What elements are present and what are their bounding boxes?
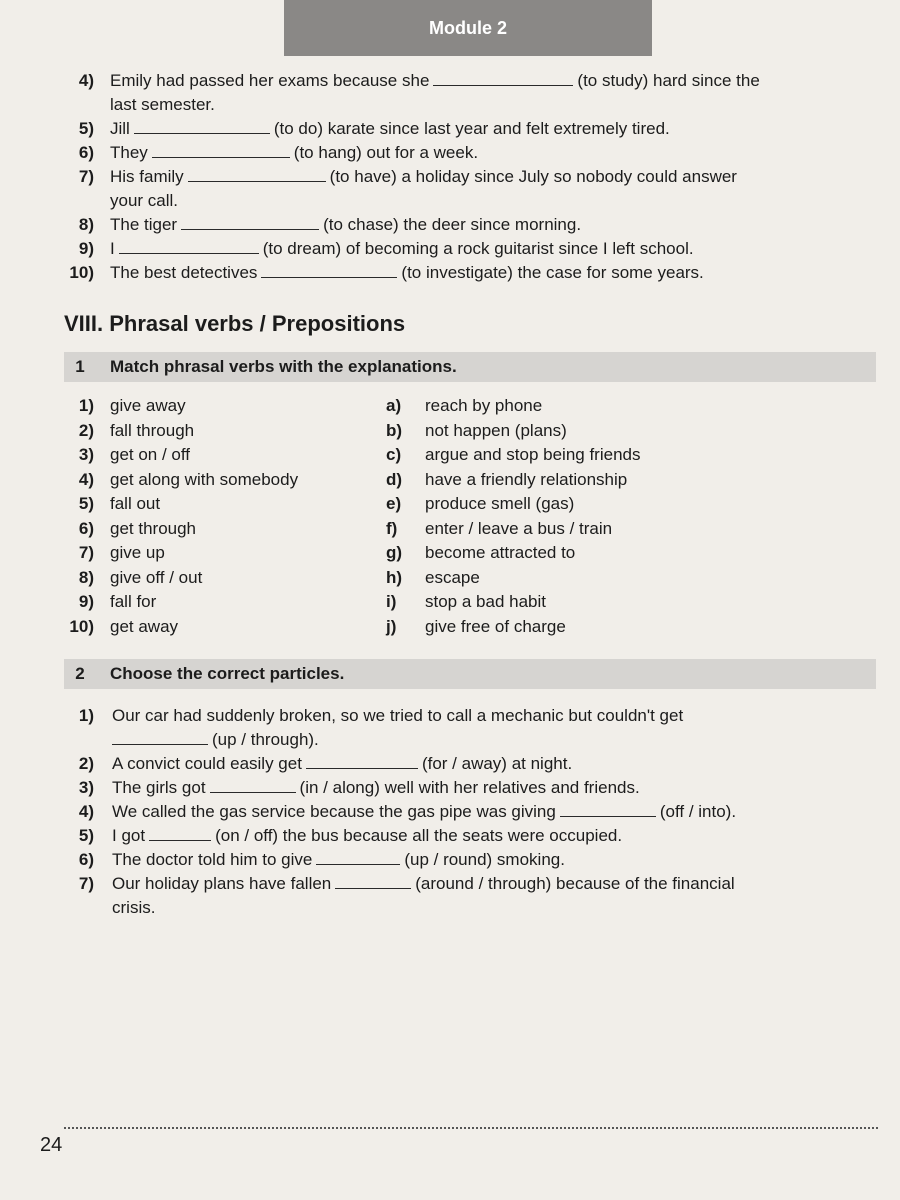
left-number: 9): [78, 592, 94, 611]
exercise-item: [0, 69, 900, 93]
right-letter: j): [386, 616, 397, 636]
item-text: (to dream) of becoming a rock guitarist since I left school.: [262, 239, 694, 258]
item-text: (up / through).: [212, 730, 319, 749]
item-number: 8): [78, 215, 94, 234]
phrasal-verb: give up: [110, 543, 165, 562]
exercise-item: [0, 117, 900, 141]
explanation: reach by phone: [425, 396, 543, 415]
left-number: 4): [78, 469, 94, 489]
phrasal-verb: give away: [110, 396, 186, 415]
left-number: 3): [78, 445, 94, 464]
right-letter: d): [386, 469, 403, 489]
item-number: 3): [78, 778, 94, 797]
exercise-item: [0, 237, 900, 261]
item-text: I: [110, 239, 115, 258]
explanation: produce smell (gas): [425, 494, 575, 513]
match-row: [0, 492, 900, 516]
explanation: have a friendly relationship: [425, 469, 628, 489]
match-row: [0, 517, 900, 541]
phrasal-verb: fall for: [110, 592, 157, 611]
exercise-item-continuation: [0, 189, 900, 213]
match-row: [0, 468, 900, 492]
answer-blank[interactable]: [316, 849, 400, 865]
exercise-item: [0, 213, 900, 237]
match-row: [0, 566, 900, 590]
item-text: (to chase) the deer since morning.: [323, 215, 582, 234]
item-text: (to hang) out for a week.: [293, 143, 479, 162]
item-text: last semester.: [110, 95, 215, 114]
particles-exercise: [0, 704, 900, 920]
answer-blank[interactable]: [188, 166, 326, 182]
match-row: [0, 615, 900, 639]
item-text: A convict could easily get: [112, 754, 302, 773]
answer-blank[interactable]: [181, 214, 319, 230]
answer-blank[interactable]: [210, 777, 296, 793]
exercise-item-continuation: [0, 728, 900, 752]
exercise-item: [0, 848, 900, 872]
exercise-item: [0, 165, 900, 189]
item-number: 10): [69, 263, 94, 282]
exercise-item: [0, 872, 900, 896]
item-number: 7): [78, 874, 94, 893]
item-text: (to do) karate since last year and felt extremely tired.: [273, 119, 670, 138]
item-number: 6): [78, 143, 94, 162]
exercise-item: [0, 752, 900, 776]
exercise-item: [0, 824, 900, 848]
left-number: 7): [78, 543, 94, 562]
page-number: 24: [40, 1134, 63, 1156]
item-text: Jill: [110, 119, 130, 138]
item-text: Emily had passed her exams because she: [110, 71, 430, 90]
left-number: 6): [78, 518, 94, 538]
item-text: Our holiday plans have fallen: [112, 874, 332, 893]
right-letter: b): [386, 420, 403, 440]
item-text: His family: [110, 167, 184, 186]
item-text: The best detectives: [110, 263, 258, 282]
phrasal-verb: give off / out: [110, 567, 203, 587]
item-text: (off / into).: [659, 802, 737, 821]
explanation: argue and stop being friends: [425, 445, 641, 464]
answer-blank[interactable]: [119, 238, 259, 254]
item-number: 7): [78, 167, 94, 186]
item-number: 4): [78, 71, 94, 90]
item-text: (to study) hard since the: [577, 71, 760, 90]
left-number: 8): [78, 567, 94, 587]
item-text: (to have) a holiday since July so nobody could answer: [329, 167, 737, 186]
item-text: crisis.: [112, 898, 156, 917]
match-row: [0, 443, 900, 467]
section-heading: VIII. Phrasal verbs / Prepositions: [64, 311, 406, 336]
exercise-2-header: [64, 659, 876, 689]
footer-divider: [64, 1127, 878, 1129]
phrasal-verb: fall through: [110, 420, 195, 440]
exercise-item-continuation: [0, 896, 900, 920]
left-number: 1): [78, 396, 94, 415]
explanation: enter / leave a bus / train: [425, 518, 613, 538]
answer-blank[interactable]: [152, 142, 290, 158]
module-title: Module 2: [428, 17, 507, 38]
item-number: 5): [78, 119, 94, 138]
item-number: 2): [78, 754, 94, 773]
answer-blank[interactable]: [306, 753, 418, 769]
exercise-item: [0, 261, 900, 285]
phrasal-verb: fall out: [110, 494, 161, 513]
match-row: [0, 394, 900, 418]
phrasal-verb: get along with somebody: [110, 469, 299, 489]
exercise-number: 1: [75, 357, 85, 376]
answer-blank[interactable]: [335, 873, 411, 889]
explanation: become attracted to: [425, 543, 576, 562]
answer-blank[interactable]: [134, 118, 270, 134]
explanation: stop a bad habit: [425, 592, 546, 611]
left-number: 10): [69, 616, 94, 636]
item-text: (around / through) because of the financial: [415, 874, 735, 893]
match-row: [0, 419, 900, 443]
module-tab: [284, 0, 652, 56]
phrasal-verb: get through: [110, 518, 197, 538]
tense-exercise: [0, 69, 900, 285]
right-letter: f): [386, 518, 398, 538]
exercise-title: Choose the correct particles.: [110, 664, 345, 683]
match-row: [0, 541, 900, 565]
phrasal-verb: get away: [110, 616, 179, 636]
item-text: Our car had suddenly broken, so we tried to call a mechanic but couldn't get: [112, 706, 684, 725]
left-number: 5): [78, 494, 94, 513]
item-number: 6): [78, 850, 94, 869]
right-letter: g): [386, 543, 403, 562]
item-text: The girls got: [112, 778, 206, 797]
answer-blank[interactable]: [112, 729, 208, 745]
exercise-title: Match phrasal verbs with the explanations.: [110, 357, 457, 376]
item-number: 4): [78, 802, 94, 821]
answer-blank[interactable]: [433, 70, 573, 86]
right-letter: i): [386, 592, 397, 611]
exercise-item: [0, 776, 900, 800]
answer-blank[interactable]: [149, 825, 211, 841]
exercise-1-header: [64, 352, 876, 382]
explanation: escape: [425, 567, 480, 587]
item-text: They: [110, 143, 148, 162]
item-text: We called the gas service because the gas pipe was giving: [112, 802, 556, 821]
item-text: (in / along) well with her relatives and friends.: [299, 778, 640, 797]
item-text: (for / away) at night.: [421, 754, 573, 773]
right-letter: e): [386, 494, 402, 513]
item-number: 1): [78, 706, 94, 725]
right-letter: a): [386, 396, 402, 415]
item-text: (on / off) the bus because all the seats were occupied.: [215, 826, 623, 845]
item-text: your call.: [110, 191, 179, 210]
item-text: (to investigate) the case for some years.: [401, 263, 704, 282]
phrasal-verb: get on / off: [110, 445, 191, 464]
explanation: give free of charge: [425, 616, 566, 636]
exercise-item-continuation: [0, 93, 900, 117]
exercise-item: [0, 800, 900, 824]
explanation: not happen (plans): [425, 420, 567, 440]
exercise-item: [0, 704, 900, 728]
answer-blank[interactable]: [261, 262, 397, 278]
item-text: (up / round) smoking.: [404, 850, 565, 869]
right-letter: h): [386, 567, 403, 587]
item-number: 9): [78, 239, 94, 258]
answer-blank[interactable]: [560, 801, 656, 817]
item-number: 5): [78, 826, 94, 845]
exercise-item: [0, 141, 900, 165]
left-number: 2): [78, 420, 94, 440]
right-letter: c): [386, 445, 402, 464]
item-text: The doctor told him to give: [112, 850, 313, 869]
exercise-number: 2: [75, 664, 85, 683]
match-row: [0, 590, 900, 614]
item-text: The tiger: [110, 215, 178, 234]
item-text: I got: [112, 826, 146, 845]
